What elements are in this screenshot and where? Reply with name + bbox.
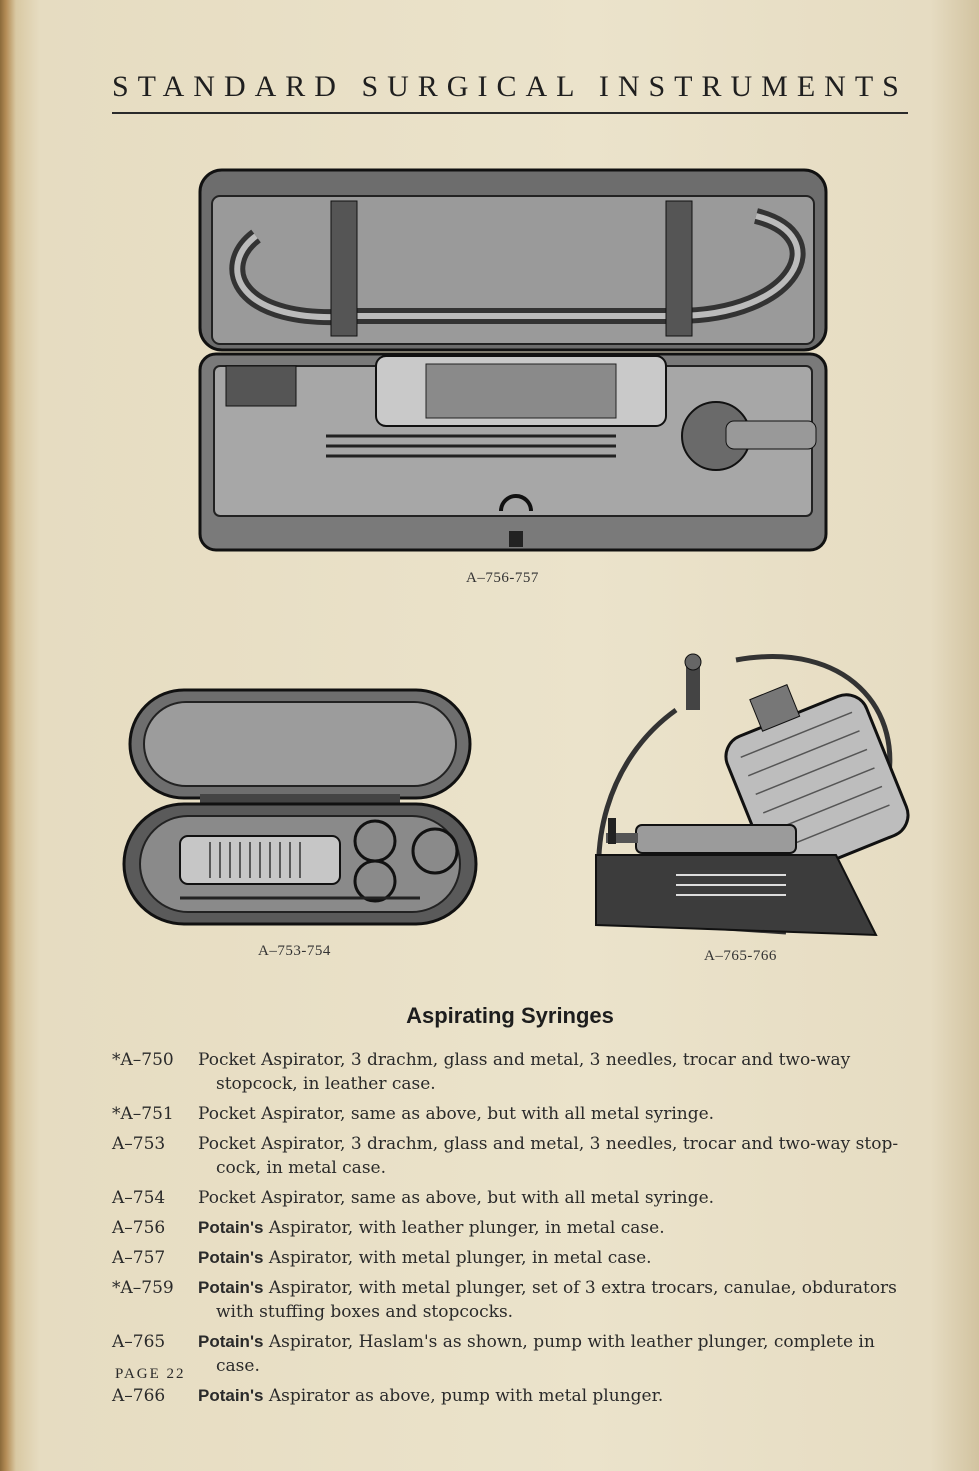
- header-rule: [112, 112, 908, 114]
- item-text: Pocket Aspirator, same as above, but with all metal syringe.: [198, 1104, 715, 1124]
- figure-caption-a765: A–765-766: [704, 948, 777, 964]
- figure-caption-a753: A–753-754: [258, 943, 331, 959]
- item-description: [198, 1384, 912, 1408]
- list-item: [112, 1048, 912, 1096]
- item-code: *A–751: [112, 1104, 174, 1124]
- item-name: Potain's: [198, 1278, 264, 1297]
- list-item: [112, 1384, 912, 1408]
- item-description: [198, 1246, 912, 1270]
- list-item: [112, 1216, 912, 1240]
- item-text: Aspirator, with metal plunger, in metal case.: [263, 1248, 652, 1268]
- product-list: [112, 1048, 912, 1414]
- aspirator-case-illustration: [196, 166, 832, 556]
- list-item: [112, 1246, 912, 1270]
- item-description: [198, 1048, 912, 1096]
- item-code: A–756: [112, 1218, 166, 1238]
- item-description: [198, 1132, 912, 1180]
- item-description: [198, 1330, 912, 1378]
- item-code: A–765: [112, 1332, 166, 1352]
- list-item: [112, 1276, 912, 1324]
- pocket-aspirator-illustration: [120, 686, 480, 936]
- item-name: Potain's: [198, 1218, 264, 1237]
- item-description: [198, 1102, 912, 1126]
- item-description: [198, 1276, 912, 1324]
- page-number: PAGE 22: [115, 1366, 186, 1382]
- page-header: STANDARD SURGICAL INSTRUMENTS: [112, 70, 908, 103]
- item-text: Aspirator, with metal plunger, set of 3 extra trocars, canulae, obdurators with stuffing boxes and stopcocks.: [216, 1278, 897, 1322]
- item-description: [198, 1186, 912, 1210]
- item-code: A–766: [112, 1386, 166, 1406]
- item-text: Aspirator, with leather plunger, in metal case.: [263, 1218, 665, 1238]
- item-code: *A–759: [112, 1278, 174, 1298]
- item-text: Aspirator as above, pump with metal plunger.: [263, 1386, 664, 1406]
- item-text: Pocket Aspirator, same as above, but with all metal syringe.: [198, 1188, 715, 1208]
- figure-caption-a756: A–756-757: [466, 570, 539, 586]
- list-item: [112, 1102, 912, 1126]
- item-description: [198, 1216, 912, 1240]
- item-text: Pocket Aspirator, 3 drachm, glass and metal, 3 needles, trocar and two-way stop-cock, in metal case.: [198, 1134, 899, 1178]
- item-code: *A–750: [112, 1050, 174, 1070]
- item-code: A–753: [112, 1134, 166, 1154]
- item-code: A–757: [112, 1248, 166, 1268]
- section-title: Aspirating Syringes: [406, 1003, 614, 1028]
- item-name: Potain's: [198, 1248, 264, 1267]
- item-name: Potain's: [198, 1386, 264, 1405]
- item-text: Aspirator, Haslam's as shown, pump with leather plunger, complete in case.: [216, 1332, 875, 1376]
- item-text: Pocket Aspirator, 3 drachm, glass and metal, 3 needles, trocar and two-way stopcock, in leather case.: [198, 1050, 851, 1094]
- item-name: Potain's: [198, 1332, 264, 1351]
- haslam-aspirator-illustration: [586, 650, 916, 940]
- list-item: [112, 1132, 912, 1180]
- list-item: [112, 1330, 912, 1378]
- list-item: [112, 1186, 912, 1210]
- item-code: A–754: [112, 1188, 166, 1208]
